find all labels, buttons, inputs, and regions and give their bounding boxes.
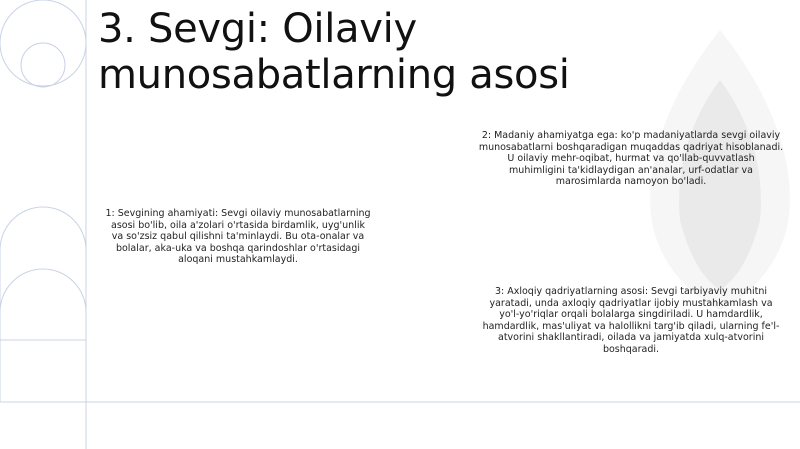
lower-arch xyxy=(0,269,86,402)
small-inner-circle xyxy=(21,43,65,87)
text-block-love-importance: 1: Sevgining ahamiyati: Sevgi oilaviy munosabatlarning asosi bo'lib, oila a'zolari o'rtasida birdamlik, uyg'unlik va so'zsiz qabul qilishni ta'minlaydi. Bu ota-onalar va bolalar, aka-uka va boshqa qarindoshlar o'rtasidagi aloqani mustahkamlaydi. xyxy=(105,208,371,265)
text-block-cultural-importance: 2: Madaniy ahamiyatga ega: ko'p madaniyatlarda sevgi oilaviy munosabatlarni boshqaradigan muqaddas qadriyat hisoblanadi. U oilaviy mehr-oqibat, hurmat va qo'llab-quvvatlash muhimligini ta'kidlaydigan an'analar, urf-odatlar va marosimlarda namoyon bo'ladi. xyxy=(478,130,784,187)
middle-arch xyxy=(0,207,86,250)
slide-title: 3. Sevgi: Oilaviy munosabatlarning asosi xyxy=(98,6,570,98)
text-block-moral-values: 3: Axloqiy qadriyatlarning asosi: Sevgi tarbiyaviy muhitni yaratadi, unda axloqiy qadriyatlar ijobiy mustahkamlash va yo'l-yo'riqlar orqali bolalarga singdiriladi. U hamdardlik, hamdardlik, mas'uliyat va halollikni targ'ib qiladi, ularning fe'l-atvorini shakllantiradi, oilada va jamiyatda xulq-atvorini boshqaradi. xyxy=(482,286,780,355)
